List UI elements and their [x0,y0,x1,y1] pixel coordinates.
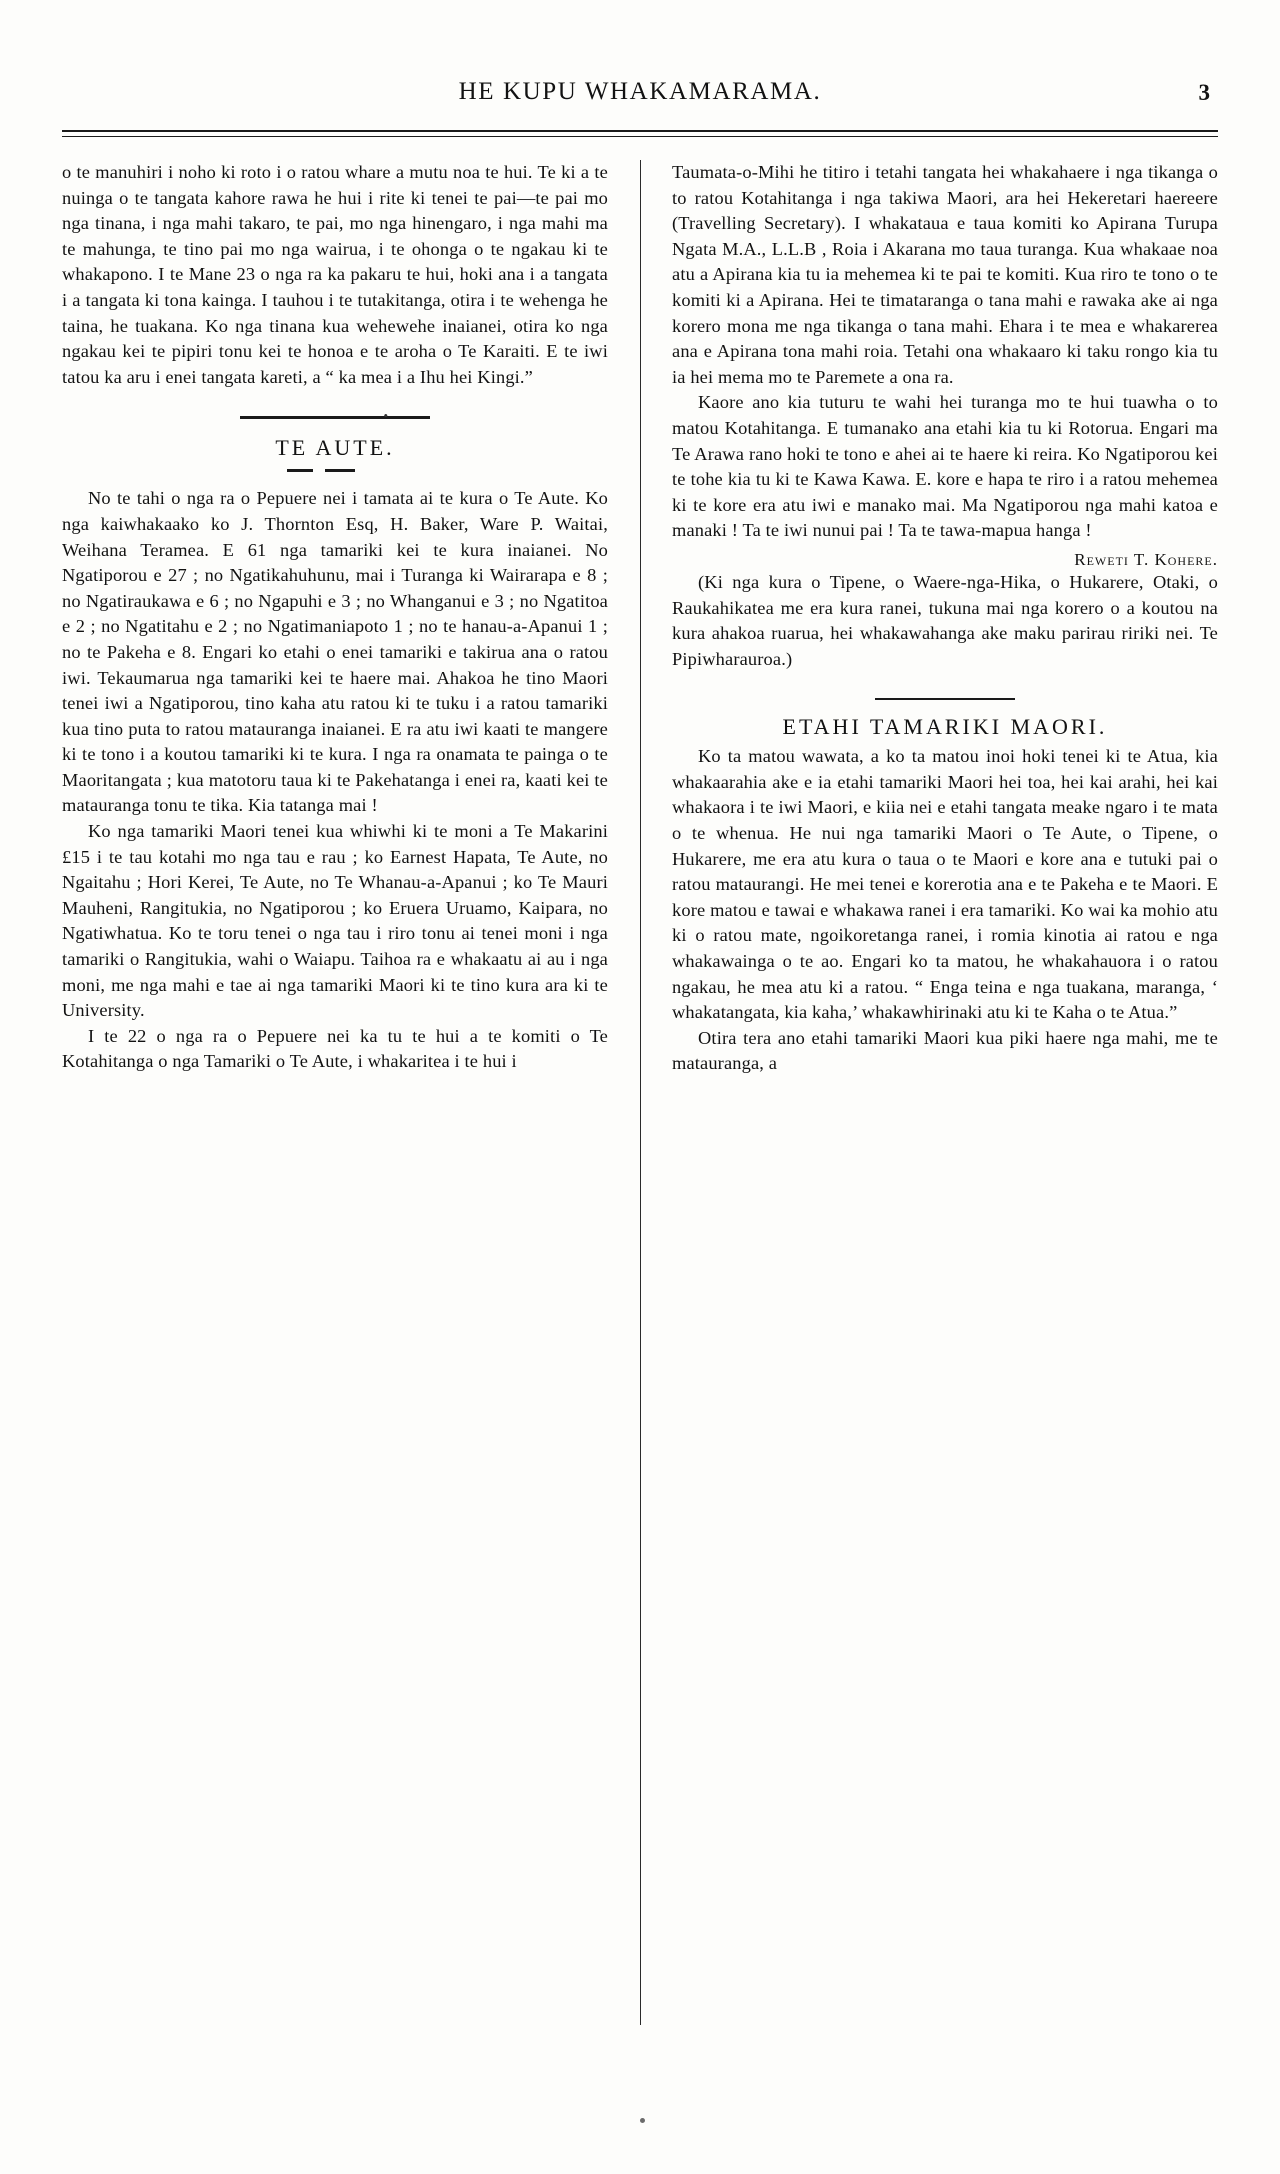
paragraph: Ko ta matou wawata, a ko ta matou inoi hoki tenei ki te Atua, kia whakaarahia ake e ia etahi tamariki Maori hei toa, hei kai arahi, hei kai whakaora i te iwi Maori, e kiia nei e etahi tangata meake ngaro i te mata o te whenua. He nui nga tamariki Maori o Te Aute, o Tipene, o Hukarere, me era atu kura o taua o te Maori e kore ana e tutuki pai o ratou mataurangi. He mei tenei e korerotia ana e te Pakeha e te Maori. E kore matou e tawai e whakawa ranei i era tamariki. Ko wai ka mohio atu ki o ratou mate, ngoikoretanga ranei, i romia kinotia ai ratou e nga whakawainga o te ao. Engari ko ta matou, he whakahauora i o ratou ngakau, he mea atu ki a ratou. “ Enga teina e nga tuakana, maranga, ‘ whakatangata, kia kaha,’ whakawhirinaki atu ki te Kaha o te Atua.” [672,746,1218,1023]
section-heading-te-aute: TE AUTE. [275,435,395,461]
paragraph: I te 22 o nga ra o Pepuere nei ka tu te hui a te komiti o Te Kotahitanga o nga Tamariki o Te Aute, i whakaritea i te hui i [62,1025,608,1072]
section-heading-etahi-tamariki-maori: ETAHI TAMARIKI MAORI. [782,714,1108,740]
editorial-note: (Ki nga kura o Tipene, o Waere-nga-Hika, o Hukarere, Otaki, o Raukahikatea me era kura ranei, tukuna mai nga korero o a koutou na kura ahakoa ruarua, hei whakawahanga ake maku parirau ririki nei. Te Pipiwharauroa.) [672,571,1218,669]
page-number: 3 [1198,80,1210,105]
article-columns [62,160,1218,2080]
header-rule-thick [62,130,1218,132]
paragraph: Ko nga tamariki Maori tenei kua whiwhi ki te moni a Te Makarini £15 i te tau kotahi mo nga tau e rau ; ko Earnest Hapata, Te Aute, no Ngaitahu ; Hori Kerei, Te Aute, no Te Whanau-a-Apanui ; ko Te Mauri Mauheni, Rangitukia, no Ngatiporou ; ko Eruera Uruamo, Kaipara, no Ngatiwhatua. Ko te toru tenei o nga tau i riro tonu ai tenei moni i nga tamariki o Rangitukia, wahi o Waiapu. Taihoa ra e whakaatu ai au i nga moni, me nga mahi e tae ai nga tamariki Maori ki te tino kura ara ki te University. [62,821,608,1021]
paragraph: Kaore ano kia tuturu te wahi hei turanga mo te hui tuawha o to matou Kotahitanga. E tumanako ana etahi kia tu ki Rotorua. Engari ma Te Arawa rano hoki te tono e ahei ai te haere ki reira. Ko Ngatiporou kei te tohe kia tu ki te Kawa Kawa. E. kore e hapa te riro i a ratou mehemea ki te kore era atu iwi e manako mai. Ma Ngatiporou nga mahi katoa e manaki ! Ta te iwi nunui pai ! Ta te tawa-mapua hanga ! [672,392,1218,541]
printers-mark [640,2118,645,2123]
dash-right [325,469,355,472]
paragraph: No te tahi o nga ra o Pepuere nei i tamata ai te kura o Te Aute. Ko nga kaiwhakaako ko J. Thornton Esq, H. Baker, Ware P. Waitai, Weihana Teramea. E 61 nga tamariki kei te kura inaianei. No Ngatiporou e 27 ; no Ngatikahuhunu, mai i Turanga ki Wairarapa e 8 ; no Ngatiraukawa e 6 ; no Ngapuhi e 3 ; no Whanganui e 3 ; no Ngatitoa e 2 ; no Ngatitahu e 2 ; no Ngatimaniapoto 1 ; no te hanau-a-Apanui 1 ; no te Pakeha e 8. Engari ko etahi o enei tamariki e takirua ana o ratou iwi. Tekaumarua nga tamariki kei te haere mai. Ahakoa he tino Maori tenei iwi a Ngatiporou, tino kaha atu ratou ki te tuku i a ratou tamariki kua tino puta to ratou matauranga inaianei. E ra atu iwi kaati te mangere ki te tono i a koutou tamariki ki te kura. I nga ra onamata te painga o te Maoritangata ; kua matotoru taua ki te Pakehatanga i enei ra, kaati kei te matauranga tonu te tika. Kia tatanga mai ! [62,488,608,816]
paragraph: o te manuhiri i noho ki roto i o ratou whare a mutu noa te hui. Te ki a te nuinga o te tangata kahore rawa he hui i rite ki tenei te pai—te pai mo nga tinana, i nga mahi takaro, te pai, mo nga hinengaro, i nga mahi ma te mahunga, te tino pai mo nga wairua, i te ohonga o te ngakau ki te whakapono. I te Mane 23 o nga ra ka pakaru te hui, hoki ana i a tangata i a tangata ki tona kainga. I tauhou i te tutakitanga, otira i te wehenga he taina, he tuakana. Ko nga tinana kua wehewehe inaianei, otira ko nga ngakau kei te pipiri tonu kei te honoa e te aroha o Te Karaiti. E te iwi tatou ka aru i enei tangata kareti, a “ ka mea i a Ihu hei Kingi.” [62,162,608,387]
page-title: HE KUPU WHAKAMARAMA. [458,78,822,105]
page-header [60,78,1220,112]
section-dash-rule [287,469,383,472]
right-column [672,160,1218,1077]
article-signature: Reweti T. Kohere. [1074,549,1218,569]
dash-left [287,469,313,472]
ornament-dot: • [383,408,388,424]
header-rule-thin [62,136,1218,137]
column-divider [640,160,641,2025]
section-divider-rule [875,698,1015,700]
section-divider-rule [240,408,430,424]
left-column [62,160,608,1075]
paragraph: Taumata-o-Mihi he titiro i tetahi tangata hei whakahaere i nga tikanga o to ratou Kotahitanga i nga takiwa Maori, ara hei Hekeretari haereere (Travelling Secretary). I whakataua e taua komiti ko Apirana Turupa Ngata M.A., L.L.B , Roia i Akarana mo taua turanga. Kua whakaae noa atu a Apirana kia tu ia mehemea ki te pai te komiti. Kua riro te tono o te komiti ki a Apirana. Hei te timataranga o tana mahi e rawaka ake ai nga korero mona me nga tikanga o tana mahi. Ehara i te mea e whakarerea ana e Apirana tona mahi roia. Tetahi ona whakaaro ki taku rongo kia tu ia hei mema mo te Paremete a ona ra. [672,162,1218,387]
paragraph: Otira tera ano etahi tamariki Maori kua piki haere nga mahi, me te matauranga, a [672,1027,1218,1074]
